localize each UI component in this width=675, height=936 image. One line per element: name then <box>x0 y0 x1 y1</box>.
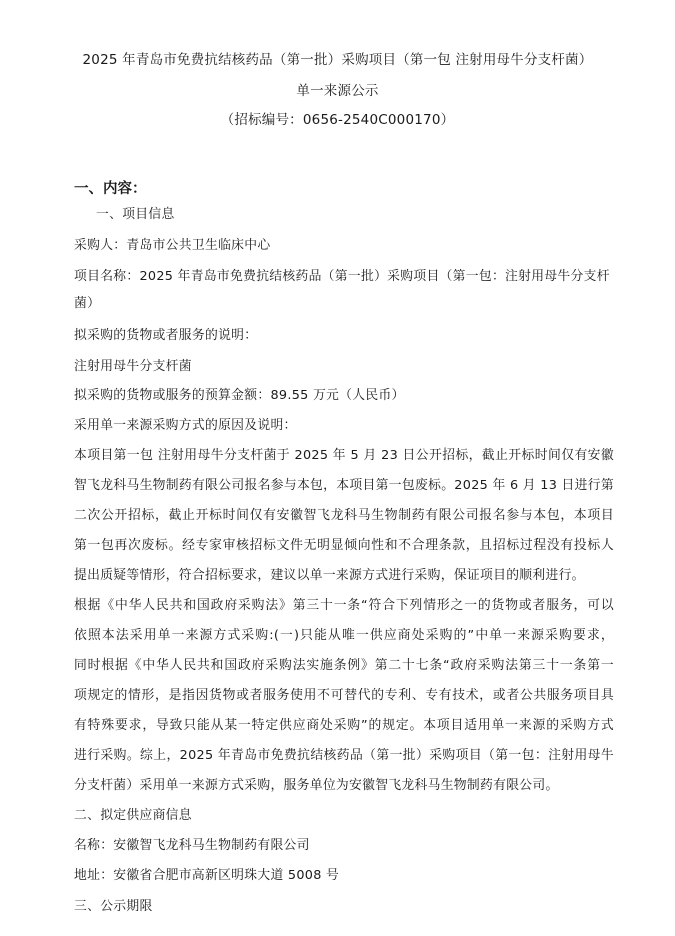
budget-line: 拟采购的货物或服务的预算金额：89.55 万元（人民币） <box>74 388 405 403</box>
supplier-address: 地址：安徽省合肥市高新区明珠大道 5008 号 <box>74 868 340 883</box>
sub-heading-project-info: 一、项目信息 <box>96 207 175 222</box>
reason-label: 采用单一来源采购方式的原因及说明： <box>74 418 297 433</box>
supplier-name: 名称：安徽智飞龙科马生物制药有限公司 <box>74 838 310 853</box>
purchaser-line: 采购人：青岛市公共卫生临床中心 <box>74 238 271 253</box>
reason-line: 第一包再次废标。经专家审核招标文件无明显倾向性和不合理条款，且招标过程没有投标人 <box>74 538 614 553</box>
reason-line: 同时根据《中华人民共和国政府采购法实施条例》第二十七条“政府采购法第三十一条第一 <box>74 658 614 673</box>
document-subtitle: 单一来源公示 <box>296 83 379 99</box>
reason-line: 本项目第一包 注射用母牛分支杆菌于 2025 年 5 月 23 日公开招标，截止开标时间仅有安徽 <box>74 448 614 463</box>
document-title: 2025 年青岛市免费抗结核药品（第一批）采购项目（第一包 注射用母牛分支杆菌） <box>82 52 593 68</box>
goods-description-value: 注射用母牛分支杆菌 <box>74 359 192 374</box>
reason-line: 进行采购。综上，2025 年青岛市免费抗结核药品（第一批）采购项目（第一包：注射用母牛 <box>74 748 614 763</box>
reason-line: 提出质疑等情形，符合招标要求，建议以单一来源方式进行采购，保证项目的顺利进行。 <box>74 568 585 583</box>
project-name-line-1: 项目名称：2025 年青岛市免费抗结核药品（第一批）采购项目（第一包：注射用母牛分支杆 <box>74 269 610 284</box>
reason-line: 项规定的情形，是指因货物或者服务使用不可替代的专利、专有技术，或者公共服务项目具 <box>74 688 614 703</box>
section-heading-supplier: 二、拟定供应商信息 <box>74 808 192 823</box>
reason-line: 二次公开招标，截止开标时间仅有安徽智飞龙科马生物制药有限公司报名参与本包，本项目 <box>74 508 614 523</box>
bid-number: （招标编号：0656-2540C000170） <box>220 112 455 128</box>
reason-line: 根据《中华人民共和国政府采购法》第三十一条“符合下列情形之一的货物或者服务，可以 <box>74 598 614 613</box>
goods-description-label: 拟采购的货物或者服务的说明： <box>74 328 258 343</box>
reason-line: 依照本法采用单一来源方式采购:(一)只能从唯一供应商处采购的”中单一来源采购要求， <box>74 628 614 643</box>
reason-line: 分支杆菌）采用单一来源方式采购，服务单位为安徽智飞龙科马生物制药有限公司。 <box>74 778 559 793</box>
section-heading-period: 三、公示期限 <box>74 899 153 914</box>
reason-line: 智飞龙科马生物制药有限公司报名参与本包，本项目第一包废标。2025 年 6 月 13 日进行第 <box>74 478 614 493</box>
reason-line: 有特殊要求，导致只能从某一特定供应商处采购”的规定。本项目适用单一来源的采购方式 <box>74 718 614 733</box>
project-name-line-2: 菌） <box>74 296 101 311</box>
section-heading-content: 一、内容： <box>74 181 147 197</box>
